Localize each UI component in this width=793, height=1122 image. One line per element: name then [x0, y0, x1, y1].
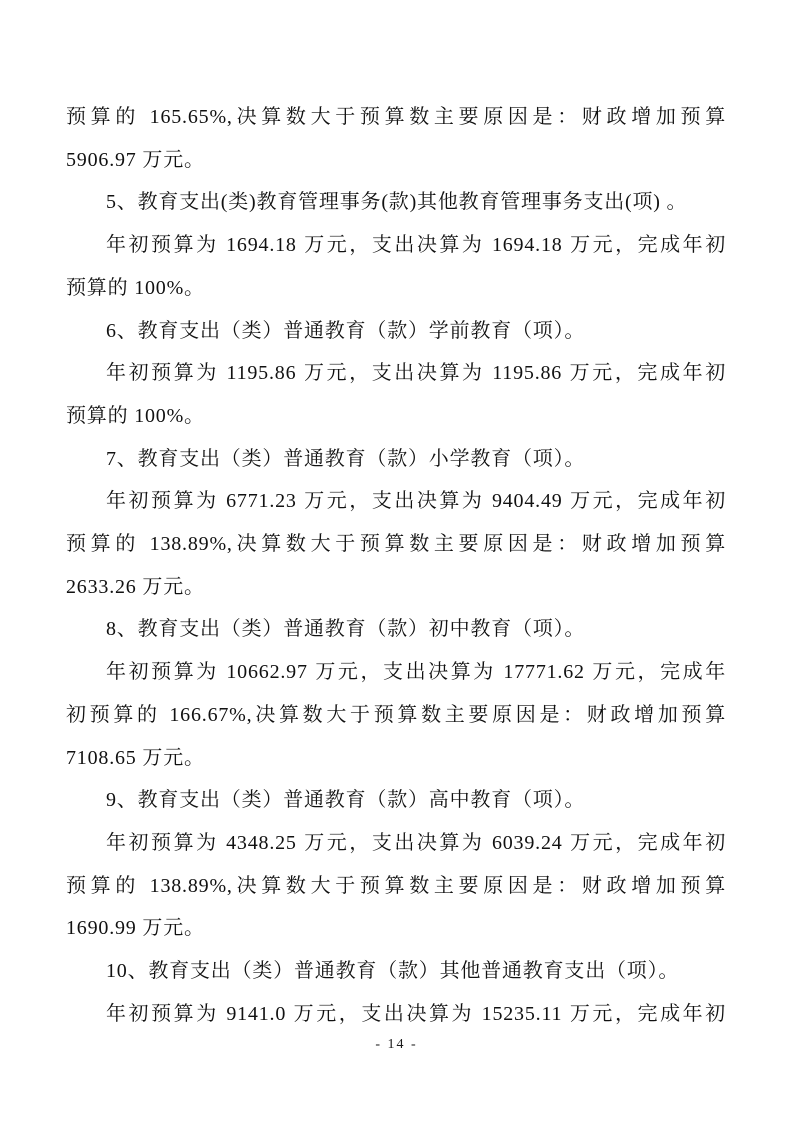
paragraph-line: 年初预算为 9141.0 万元，支出决算为 15235.11 万元，完成年初 — [106, 1002, 726, 1025]
paragraph-line: 初预算的 166.67%,决算数大于预算数主要原因是：财政增加预算 — [66, 703, 726, 726]
item-8-heading: 8、教育支出（类）普通教育（款）初中教育（项）。 — [106, 618, 586, 641]
paragraph-line: 预算的 100%。 — [66, 276, 205, 299]
paragraph-line: 预算的 138.89%,决算数大于预算数主要原因是：财政增加预算 — [66, 533, 726, 556]
paragraph-line: 年初预算为 6771.23 万元，支出决算为 9404.49 万元，完成年初 — [106, 490, 726, 513]
paragraph-line: 预算的 100%。 — [66, 404, 205, 427]
paragraph-line: 年初预算为 1694.18 万元，支出决算为 1694.18 万元，完成年初 — [106, 234, 726, 257]
item-10-heading: 10、教育支出（类）普通教育（款）其他普通教育支出（项）。 — [106, 960, 680, 983]
item-5-heading: 5、教育支出(类)教育管理事务(款)其他教育管理事务支出(项) 。 — [106, 191, 688, 214]
paragraph-line: 1690.99 万元。 — [66, 917, 205, 940]
paragraph-line: 年初预算为 1195.86 万元，支出决算为 1195.86 万元，完成年初 — [106, 362, 726, 385]
paragraph-line: 7108.65 万元。 — [66, 746, 205, 769]
item-6-heading: 6、教育支出（类）普通教育（款）学前教育（项）。 — [106, 319, 586, 342]
paragraph-line: 年初预算为 4348.25 万元，支出决算为 6039.24 万元，完成年初 — [106, 831, 726, 854]
document-body — [66, 96, 726, 1035]
page-number: - 14 - — [375, 1037, 418, 1052]
paragraph-line: 年初预算为 10662.97 万元，支出决算为 17771.62 万元，完成年 — [106, 661, 726, 684]
paragraph-line: 5906.97 万元。 — [66, 148, 205, 171]
paragraph-line: 2633.26 万元。 — [66, 575, 205, 598]
paragraph-line: 预算的 138.89%,决算数大于预算数主要原因是：财政增加预算 — [66, 874, 726, 897]
paragraph-line: 预算的 165.65%,决算数大于预算数主要原因是：财政增加预算 — [66, 106, 726, 128]
item-7-heading: 7、教育支出（类）普通教育（款）小学教育（项）。 — [106, 447, 586, 470]
item-9-heading: 9、教育支出（类）普通教育（款）高中教育（项）。 — [106, 789, 586, 812]
